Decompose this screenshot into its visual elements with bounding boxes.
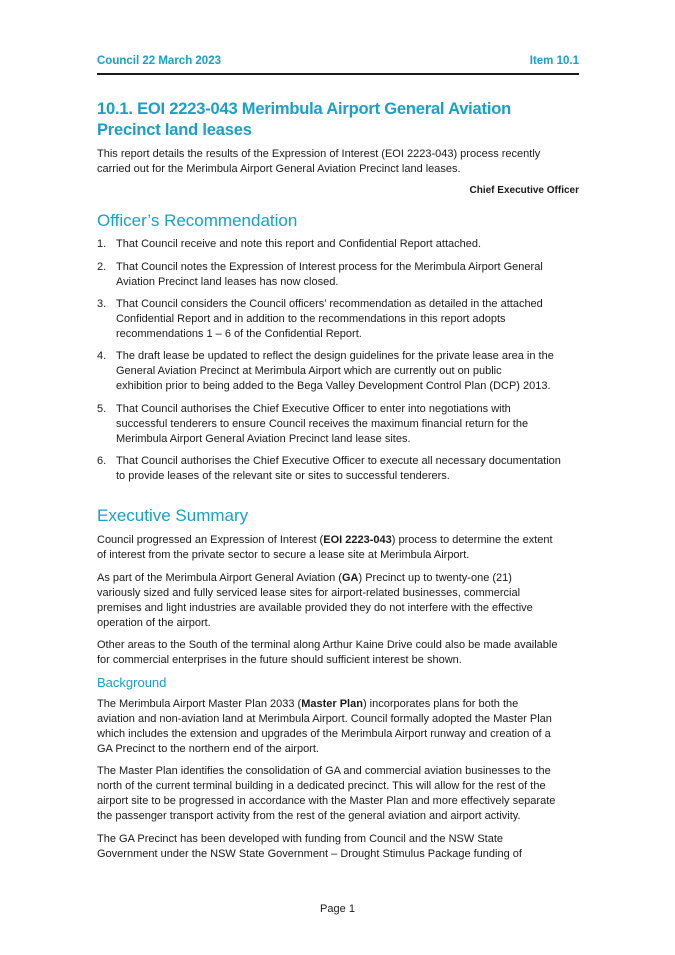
item-number: 5. — [97, 403, 107, 415]
page-header — [97, 53, 579, 75]
item-line: That Council notes the Expression of Interest process for the Merimbula Airport General — [116, 261, 543, 273]
title-line-1: 10.1. EOI 2223-043 Merimbula Airport General Aviation — [97, 100, 511, 118]
intro-line: This report details the results of the Expression of Interest (EOI 2223-043) process recently — [97, 148, 541, 160]
item-line: successful tenderers to ensure Council receives the maximum financial return for the — [116, 418, 529, 430]
item-number: 4. — [97, 350, 107, 362]
paragraph-line: north of the current terminal building in a dedicated precinct. This will allow for the rest of the — [97, 780, 546, 792]
bold-term: Master Plan — [301, 698, 363, 710]
bold-term: GA — [341, 572, 359, 584]
paragraph-line: Other areas to the South of the terminal along Arthur Kaine Drive could also be made available — [97, 639, 558, 651]
paragraph-line: aviation and non-aviation land at Merimbula Airport. Council formally adopted the Master Plan — [97, 713, 552, 725]
item-line: That Council authorises the Chief Executive Officer to execute all necessary documentation — [116, 455, 561, 467]
item-number: 3. — [97, 298, 107, 310]
page-number: 1 — [348, 903, 355, 915]
item-number: 1. — [97, 238, 107, 250]
report-title — [97, 99, 579, 141]
item-line: That Council receive and note this report and Confidential Report attached. — [116, 238, 482, 250]
paragraph-line — [97, 533, 579, 548]
item-number: 6. — [97, 455, 107, 467]
summary-paragraph — [97, 533, 579, 563]
item-line: exhibition prior to being added to the Bega Valley Development Control Plan (DCP) 2013. — [116, 380, 551, 392]
page-label: Page — [320, 903, 346, 915]
text-run: As part of the Merimbula Airport General Aviation ( — [97, 572, 342, 584]
paragraph-line — [97, 571, 579, 586]
background-paragraph — [97, 832, 579, 862]
paragraph-line: The GA Precinct has been developed with funding from Council and the NSW State — [97, 833, 504, 845]
report-author: Chief Executive Officer — [469, 185, 579, 196]
bold-term: EOI 2223-043 — [323, 534, 392, 546]
paragraph-line: GA Precinct to the northern end of the airport. — [97, 743, 319, 755]
item-line: Confidential Report and in addition to the recommendations in this report adopts — [116, 313, 506, 325]
text-run: Council progressed an Expression of Interest ( — [97, 534, 324, 546]
background-paragraph — [97, 764, 579, 824]
paragraph-line: variously sized and fully serviced lease sites for airport-related businesses, commercial — [97, 587, 521, 599]
item-line: General Aviation Precinct at Merimbula Airport which are currently out on public — [116, 365, 502, 377]
text-run: ) incorporates plans for both the — [362, 698, 519, 710]
item-line: Aviation Precinct land leases has now closed. — [116, 276, 339, 288]
item-line: to provide leases of the relevant site or sites to successful tenderers. — [116, 470, 450, 482]
intro-paragraph — [97, 147, 579, 177]
item-line: recommendations 1 – 6 of the Confidential Report. — [116, 328, 362, 340]
page-footer — [0, 903, 675, 915]
item-line: That Council authorises the Chief Executive Officer to enter into negotiations with — [116, 403, 511, 415]
paragraph-line: premises and light industries are available provided they do not interfere with the effective — [97, 602, 533, 614]
recommendation-heading: Officer’s Recommendation — [97, 211, 298, 230]
text-run: ) Precinct up to twenty-one (21) — [358, 572, 512, 584]
item-line: Merimbula Airport General Aviation Precinct land lease sites. — [116, 433, 411, 445]
paragraph-line: Government under the NSW State Government – Drought Stimulus Package funding of — [97, 848, 522, 860]
paragraph-line: the passenger transport activity from the rest of the general aviation and airport activity. — [97, 810, 521, 822]
item-number: 2. — [97, 261, 107, 273]
summary-paragraph — [97, 638, 579, 668]
paragraph-line: The Master Plan identifies the consolidation of GA and commercial aviation businesses to the — [97, 765, 551, 777]
summary-paragraph — [97, 571, 579, 631]
background-paragraph — [97, 697, 579, 757]
intro-line: carried out for the Merimbula Airport General Aviation Precinct land leases. — [97, 163, 461, 175]
text-run: ) process to determine the extent — [391, 534, 553, 546]
executive-summary-heading: Executive Summary — [97, 506, 249, 525]
title-line-2: Precinct land leases — [97, 121, 252, 139]
paragraph-line: for commercial enterprises in the future should sufficient interest be shown. — [97, 654, 462, 666]
paragraph-line — [97, 697, 579, 712]
text-run: The Merimbula Airport Master Plan 2033 ( — [97, 698, 302, 710]
paragraph-line: of interest from the private sector to secure a lease site at Merimbula Airport. — [97, 549, 470, 561]
item-line: The draft lease be updated to reflect the design guidelines for the private lease area in the — [116, 350, 554, 362]
meeting-date: Council 22 March 2023 — [97, 55, 221, 67]
paragraph-line: which includes the extension and upgrades of the Merimbula Airport runway and creation of a — [97, 728, 551, 740]
item-line: That Council considers the Council officers’ recommendation as detailed in the attached — [116, 298, 543, 310]
paragraph-line: airport site to be progressed in accordance with the Master Plan and more effectively separate — [97, 795, 556, 807]
background-heading: Background — [97, 675, 167, 690]
item-number: Item 10.1 — [529, 55, 579, 67]
paragraph-line: operation of the airport. — [97, 617, 211, 629]
